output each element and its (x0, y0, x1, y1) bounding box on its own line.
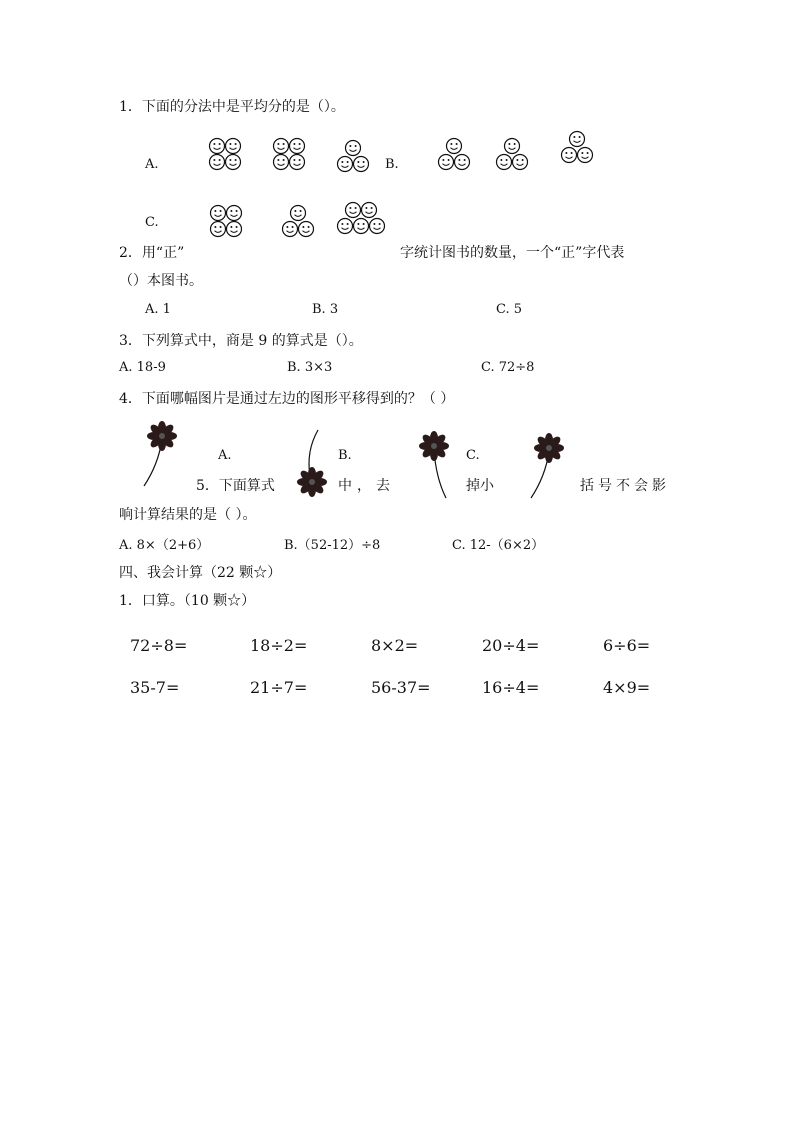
q2-option-a: A. 1 (145, 302, 171, 317)
q2-option-b: B. 3 (312, 302, 339, 317)
q5-option-a: A. 8×（2+6） (119, 538, 210, 553)
math-item: 4×9= (603, 678, 651, 697)
q1-option-c-smileys (206, 200, 396, 246)
q2-line1-start: 2．用“正” (119, 245, 185, 261)
section4-sub: 1．口算。（10 颗☆） (119, 593, 256, 609)
q5-line2: 响计算结果的是（ ）。 (119, 507, 257, 523)
q4-question: 4．下面哪幅图片是通过左边的图形平移得到的？（ ） (119, 391, 455, 407)
q5-seg2: 中，去 (338, 478, 395, 494)
q4-option-b: B. (338, 448, 352, 463)
q1-option-a: A. (145, 157, 159, 172)
math-item: 8×2= (371, 636, 419, 655)
q1-option-a-smileys (205, 134, 375, 182)
q3-option-a: A. 18-9 (119, 360, 166, 375)
q1-option-b-smileys (432, 128, 602, 180)
math-item: 6÷6= (603, 636, 651, 655)
q3-option-c: C. 72÷8 (481, 360, 535, 375)
q5-seg1: 5．下面算式 (196, 478, 275, 494)
q5-seg3: 掉小 (466, 478, 494, 494)
math-item: 21÷7= (250, 678, 308, 697)
q5-seg4: 括号不会影 (580, 478, 670, 494)
q4-option-b-flower (414, 430, 458, 500)
q4-option-c: C. (466, 448, 480, 463)
q1-option-c: C. (145, 215, 159, 230)
q3-question: 3．下列算式中，商是 9 的算式是（）。 (119, 333, 363, 349)
math-item: 20÷4= (482, 636, 540, 655)
section4-heading: 四、我会计算（22 颗☆） (119, 565, 282, 581)
q4-option-c-flower (525, 432, 575, 502)
q1-question: 1．下面的分法中是平均分的是（）。 (119, 99, 345, 115)
q2-option-c: C. 5 (496, 302, 523, 317)
q2-line2: （）本图书。 (119, 273, 203, 289)
q5-option-b: B.（52-12）÷8 (284, 538, 381, 553)
math-item: 72÷8= (130, 636, 188, 655)
q4-option-a: A. (218, 448, 232, 463)
math-item: 18÷2= (250, 636, 308, 655)
q2-line1-end: 字统计图书的数量，一个“正”字代表 (400, 245, 625, 261)
q4-reference-flower (138, 420, 188, 490)
q4-option-a-flower (292, 426, 332, 498)
q1-option-b: B. (385, 157, 399, 172)
q5-option-c: C. 12-（6×2） (452, 538, 545, 553)
math-item: 56-37= (371, 678, 431, 697)
math-item: 16÷4= (482, 678, 540, 697)
math-item: 35-7= (130, 678, 180, 697)
q3-option-b: B. 3×3 (287, 360, 333, 375)
